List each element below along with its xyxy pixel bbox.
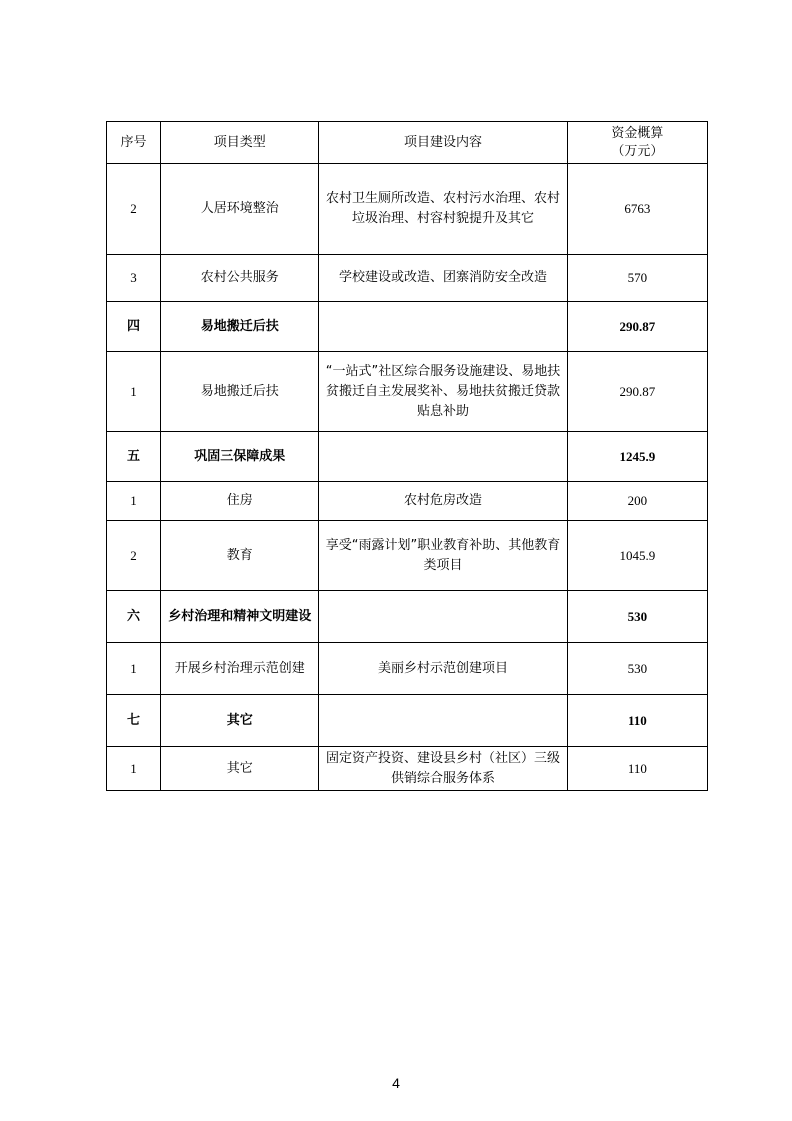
- row-no: 七: [107, 695, 161, 747]
- table-row-section: [107, 432, 708, 482]
- header-amount-line2: （万元）: [611, 143, 664, 159]
- row-type: 易地搬迁后扶: [161, 352, 319, 432]
- row-amount: 6763: [567, 164, 707, 255]
- page-number: 4: [392, 1075, 400, 1091]
- table-row: [107, 164, 708, 255]
- row-no: 四: [107, 302, 161, 352]
- row-content: [319, 302, 567, 352]
- row-no: 1: [107, 482, 161, 521]
- row-no: 五: [107, 432, 161, 482]
- table-row-section: [107, 591, 708, 643]
- row-type: 教育: [161, 521, 319, 591]
- row-amount: 290.87: [567, 302, 707, 352]
- row-type: 其它: [161, 747, 319, 791]
- row-amount: 530: [567, 643, 707, 695]
- header-type: 项目类型: [161, 122, 319, 164]
- row-content: 美丽乡村示范创建项目: [319, 643, 567, 695]
- row-type: 农村公共服务: [161, 255, 319, 302]
- table-header-row: [107, 122, 708, 164]
- table-row-section: [107, 695, 708, 747]
- row-amount: 110: [567, 695, 707, 747]
- row-content: 农村卫生厕所改造、农村污水治理、农村垃圾治理、村容村貌提升及其它: [319, 164, 567, 255]
- row-type: 开展乡村治理示范创建: [161, 643, 319, 695]
- row-amount: 570: [567, 255, 707, 302]
- row-amount: 530: [567, 591, 707, 643]
- row-content: [319, 591, 567, 643]
- row-content: 学校建设或改造、团寨消防安全改造: [319, 255, 567, 302]
- row-content: “一站式”社区综合服务设施建设、易地扶贫搬迁自主发展奖补、易地扶贫搬迁贷款贴息补助: [319, 352, 567, 432]
- table-row: [107, 352, 708, 432]
- table-row: [107, 482, 708, 521]
- table-row: [107, 255, 708, 302]
- row-no: 六: [107, 591, 161, 643]
- row-content: 享受“雨露计划”职业教育补助、其他教育类项目: [319, 521, 567, 591]
- header-no: 序号: [107, 122, 161, 164]
- row-no: 1: [107, 352, 161, 432]
- row-amount: 290.87: [567, 352, 707, 432]
- row-amount: 1245.9: [567, 432, 707, 482]
- row-type: 巩固三保障成果: [161, 432, 319, 482]
- row-amount: 200: [567, 482, 707, 521]
- table-row-section: [107, 302, 708, 352]
- header-content: 项目建设内容: [319, 122, 567, 164]
- row-no: 2: [107, 164, 161, 255]
- table-row: [107, 521, 708, 591]
- row-type: 乡村治理和精神文明建设: [161, 591, 319, 643]
- table-row: [107, 747, 708, 791]
- row-amount: 110: [567, 747, 707, 791]
- row-no: 1: [107, 747, 161, 791]
- row-content: [319, 695, 567, 747]
- row-no: 3: [107, 255, 161, 302]
- row-type: 住房: [161, 482, 319, 521]
- row-type: 人居环境整治: [161, 164, 319, 255]
- row-amount: 1045.9: [567, 521, 707, 591]
- budget-table: [106, 121, 708, 791]
- row-type: 其它: [161, 695, 319, 747]
- table-row: [107, 643, 708, 695]
- row-content: 农村危房改造: [319, 482, 567, 521]
- header-amount-line1: 资金概算: [611, 125, 664, 141]
- header-amount: [567, 122, 707, 164]
- row-content: 固定资产投资、建设县乡村（社区）三级供销综合服务体系: [319, 747, 567, 791]
- row-type: 易地搬迁后扶: [161, 302, 319, 352]
- row-no: 2: [107, 521, 161, 591]
- row-no: 1: [107, 643, 161, 695]
- row-content: [319, 432, 567, 482]
